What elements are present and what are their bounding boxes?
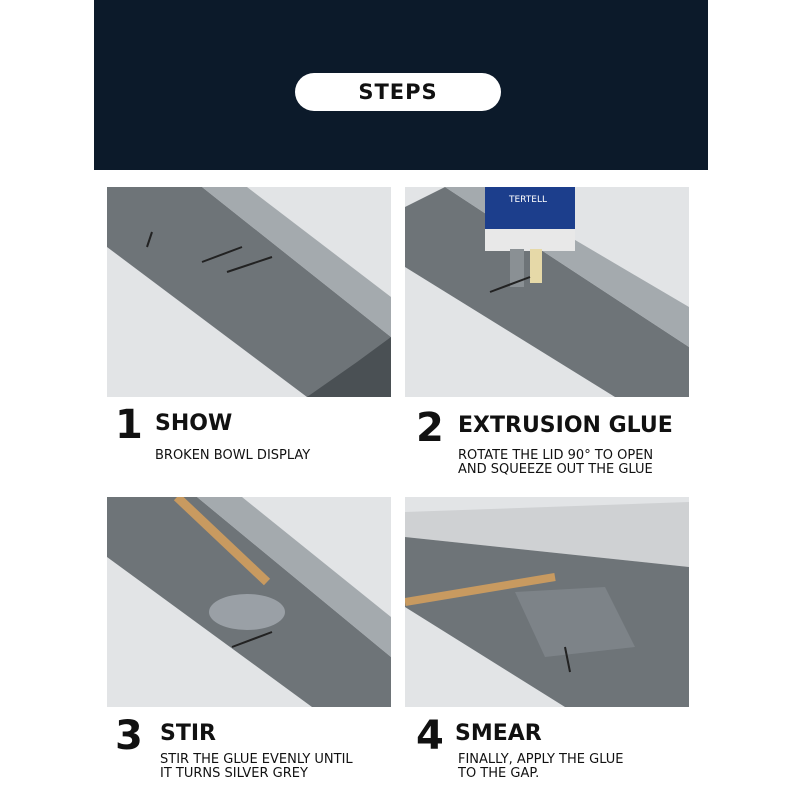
step-2-description-line-1: ROTATE THE LID 90° TO OPEN	[458, 448, 654, 463]
step-1-title: SHOW	[155, 411, 233, 436]
step-3-description-line-1: STIR THE GLUE EVENLY UNTIL	[160, 752, 353, 767]
steps-title-pill	[295, 73, 501, 111]
steps-title: STEPS	[358, 80, 438, 104]
step-4-photo	[405, 497, 689, 707]
step-2-title: EXTRUSION GLUE	[458, 413, 673, 438]
step-2-photo	[405, 187, 689, 397]
step-1-description-line-1: BROKEN BOWL DISPLAY	[155, 448, 311, 463]
step-3-description-line-2: IT TURNS SILVER GREY	[160, 766, 308, 781]
step-3-title: STIR	[160, 721, 216, 746]
step-1-description	[155, 449, 310, 463]
step-4-description-line-2: TO THE GAP.	[458, 766, 540, 781]
step-1-photo	[107, 187, 391, 397]
step-2-description	[458, 449, 653, 477]
step-4-number: 4	[416, 713, 444, 759]
step-1-number: 1	[115, 402, 143, 448]
step-2-number: 2	[416, 405, 444, 451]
step-4-description	[458, 753, 624, 781]
step-3-description	[160, 753, 353, 781]
tube-label: TERTELL	[509, 195, 547, 205]
step-2-description-line-2: AND SQUEEZE OUT THE GLUE	[458, 462, 653, 477]
step-4-title: SMEAR	[455, 721, 542, 746]
step-3-number: 3	[115, 713, 143, 759]
step-3-photo	[107, 497, 391, 707]
step-4-description-line-1: FINALLY, APPLY THE GLUE	[458, 752, 624, 767]
